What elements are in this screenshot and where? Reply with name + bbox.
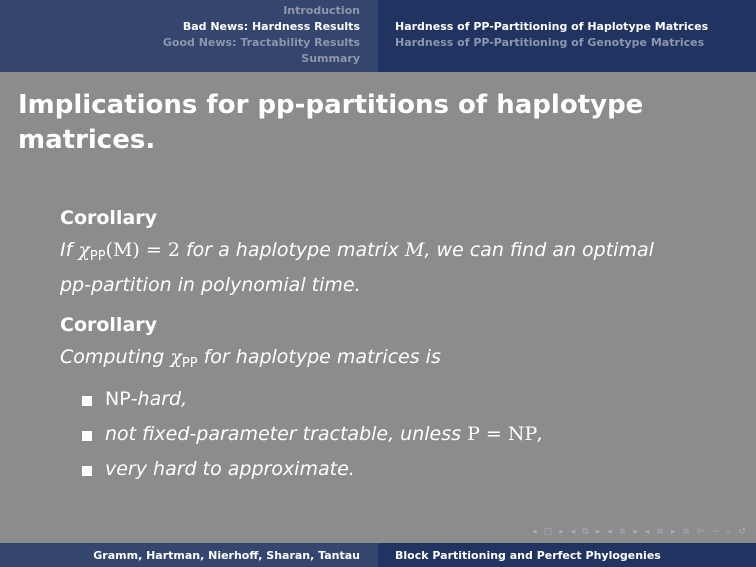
nav-arrow-left-icon[interactable]: ◂ — [570, 527, 576, 537]
nav-section-introduction[interactable]: Introduction — [283, 4, 360, 17]
frame-title — [18, 88, 718, 158]
frame-icon[interactable]: □ — [543, 527, 553, 537]
hard-approximate-text: very hard to approximate. — [105, 458, 355, 480]
p-equals-np: P = NP — [467, 423, 538, 445]
corollary-line-1 — [60, 236, 720, 271]
appendix-icon[interactable]: ⊨ — [697, 527, 705, 537]
nav-arrow-left-icon[interactable]: ◂ — [644, 527, 650, 537]
corollary-bullet-list — [60, 382, 720, 487]
document-icon[interactable]: ≡ — [656, 527, 664, 537]
square-bullet-icon — [82, 466, 92, 476]
comma: , — [537, 423, 544, 445]
bullet-item-not-fpt — [82, 417, 720, 452]
nav-arrow-right-icon[interactable]: ▸ — [559, 527, 564, 537]
search-icon[interactable]: ⌕ — [726, 527, 732, 537]
nav-section-summary[interactable]: Summary — [301, 52, 360, 65]
chi-subscript: PP — [181, 356, 198, 371]
text-haplotype-matrix: for a haplotype matrix — [179, 239, 405, 261]
footer-bar — [0, 543, 756, 567]
corollary-block-1 — [60, 206, 720, 300]
nav-section-bad-news[interactable]: Bad News: Hardness Results — [182, 20, 360, 33]
frame-title-line-1: Implications for pp-partitions of haplotype — [18, 90, 644, 120]
corollary-title: Corollary — [60, 207, 158, 229]
nav-arrow-right-icon[interactable]: ▸ — [670, 527, 676, 537]
bullet-item-np-hard — [82, 382, 720, 417]
nav-arrow-right-icon[interactable]: ▸ — [633, 527, 638, 537]
footer-authors: Gramm, Hartman, Nierhoff, Sharan, Tantau — [0, 543, 378, 567]
equals-two: = 2 — [139, 239, 180, 261]
nav-arrow-right-icon[interactable]: ▸ — [595, 527, 601, 537]
text-haplotype-matrices: for haplotype matrices is — [197, 346, 441, 368]
back-forward-icon[interactable]: ∽ — [711, 527, 720, 537]
corollary-title: Corollary — [60, 314, 158, 336]
subsection-navigation — [378, 0, 756, 72]
section-icon[interactable]: ≡ — [618, 527, 627, 537]
bullet-item-hard-approximate — [82, 452, 720, 487]
nav-arrow-left-icon[interactable]: ◂ — [532, 527, 537, 537]
corollary-line-2: pp-partition in polynomial time. — [60, 274, 361, 296]
corollary-body — [60, 343, 720, 378]
corollary-block-2 — [60, 313, 720, 487]
square-bullet-icon — [82, 431, 92, 441]
not-fpt-text: not fixed-parameter tractable, unless — [105, 423, 462, 445]
outline-icon[interactable]: ≡ — [682, 527, 691, 537]
np-hard-text: -hard, — [130, 388, 188, 410]
chi-subscript: PP — [89, 249, 106, 264]
matrix-m: M — [404, 239, 425, 261]
chi-argument: (M) — [105, 239, 140, 261]
text-computing: Computing — [60, 346, 171, 368]
footer-talk-title: Block Partitioning and Perfect Phylogenies — [378, 543, 756, 567]
nav-arrow-left-icon[interactable]: ◂ — [607, 527, 612, 537]
corollary-body — [60, 236, 720, 300]
text-if: If — [60, 239, 79, 261]
nav-subsection-genotype[interactable]: Hardness of PP-Partitioning of Genotype Matrices — [395, 36, 705, 49]
corollary-intro-line — [60, 343, 720, 378]
refresh-icon[interactable]: ↺ — [738, 527, 746, 537]
section-navigation — [0, 0, 378, 72]
chi-symbol: χ — [170, 346, 182, 368]
frame-title-line-2: matrices. — [18, 125, 156, 155]
chi-symbol: χ — [78, 239, 90, 261]
square-bullet-icon — [82, 396, 92, 406]
text-optimal: , we can find an optimal — [424, 239, 654, 261]
subsection-icon[interactable]: ⧉ — [582, 527, 589, 537]
nav-section-good-news[interactable]: Good News: Tractability Results — [162, 36, 360, 49]
header-bar — [0, 0, 756, 72]
beamer-navigation-symbols — [532, 525, 746, 539]
np-label: NP — [105, 388, 131, 410]
nav-subsection-haplotype[interactable]: Hardness of PP-Partitioning of Haplotype Matrices — [395, 20, 709, 33]
